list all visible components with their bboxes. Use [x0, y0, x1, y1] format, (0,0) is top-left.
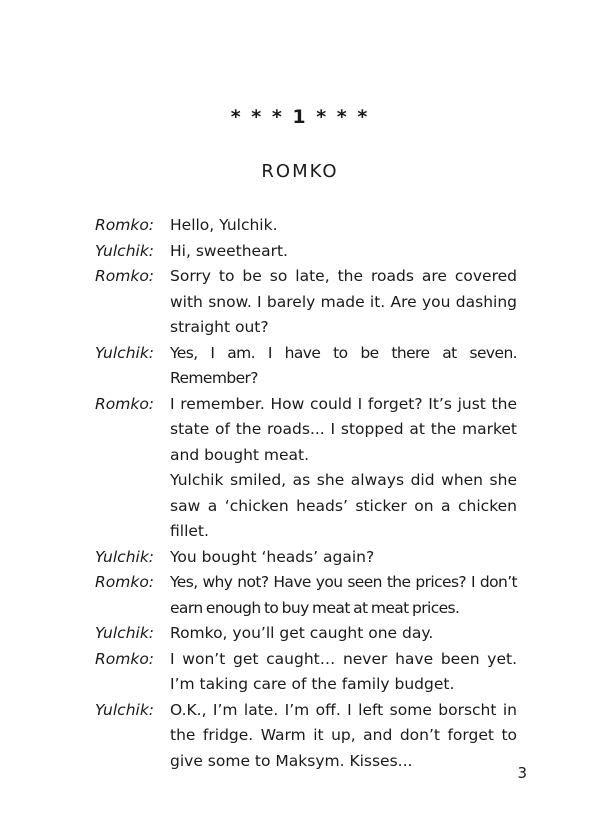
narration-text: Yulchik smiled, as she always did when she saw a ‘chicken heads’ sticker on a chicken fillet.	[170, 471, 517, 540]
speech-text: O.K., I’m late. I’m off. I left some borscht in the fridge. Warm it up, and don’t forget to give some to Maksym. Kisses...	[170, 700, 517, 770]
speaker-name: Romko:	[95, 394, 155, 413]
chapter-marker: * * * 1 * * *	[230, 106, 370, 128]
page-number: 3	[517, 764, 527, 782]
chapter-title: ROMKO	[261, 161, 339, 182]
dialogue-line	[95, 213, 517, 239]
speech-text: Romko, you’ll get caught one day.	[170, 624, 434, 642]
dialogue-script	[95, 213, 517, 774]
dialogue-line	[95, 545, 517, 571]
speech-text: I won’t get caught… never have been yet. I’m taking care of the family budget.	[170, 649, 517, 693]
speaker-name: Yulchik:	[95, 343, 155, 362]
narration-line	[95, 468, 517, 545]
dialogue-line	[95, 698, 517, 775]
speaker-name: Romko:	[95, 649, 155, 668]
speaker-name: Yulchik:	[95, 700, 155, 719]
speech-text: Yes, I am. I have to be there at seven. Remember?	[170, 343, 517, 387]
dialogue-line	[95, 570, 517, 621]
speaker-name: Romko:	[95, 216, 155, 234]
dialogue-line	[95, 239, 517, 265]
speech-text: Yes, why not? Have you seen the prices? I don’t earn enough to buy meat at meat prices.	[170, 573, 517, 617]
dialogue-line	[95, 647, 517, 698]
speaker-name: Yulchik:	[95, 624, 155, 642]
speech-text: I remember. How could I forget? It’s just the state of the roads... I stopped at the market and bought meat.	[170, 394, 517, 464]
dialogue-line	[95, 341, 517, 392]
speech-text: Hello, Yulchik.	[170, 216, 278, 234]
speaker-name: Romko:	[95, 267, 155, 285]
speaker-name: Yulchik:	[95, 241, 155, 260]
dialogue-line	[95, 264, 517, 341]
speech-text: Hi, sweetheart.	[170, 241, 288, 260]
dialogue-line	[95, 621, 517, 647]
dialogue-line	[95, 392, 517, 469]
speaker-name: Yulchik:	[95, 547, 155, 566]
speech-text: You bought ‘heads’ again?	[170, 547, 375, 566]
speaker-name: Romko:	[95, 573, 155, 591]
speech-text: Sorry to be so late, the roads are covered with snow. I barely made it. Are you dashing straight out?	[170, 267, 517, 336]
